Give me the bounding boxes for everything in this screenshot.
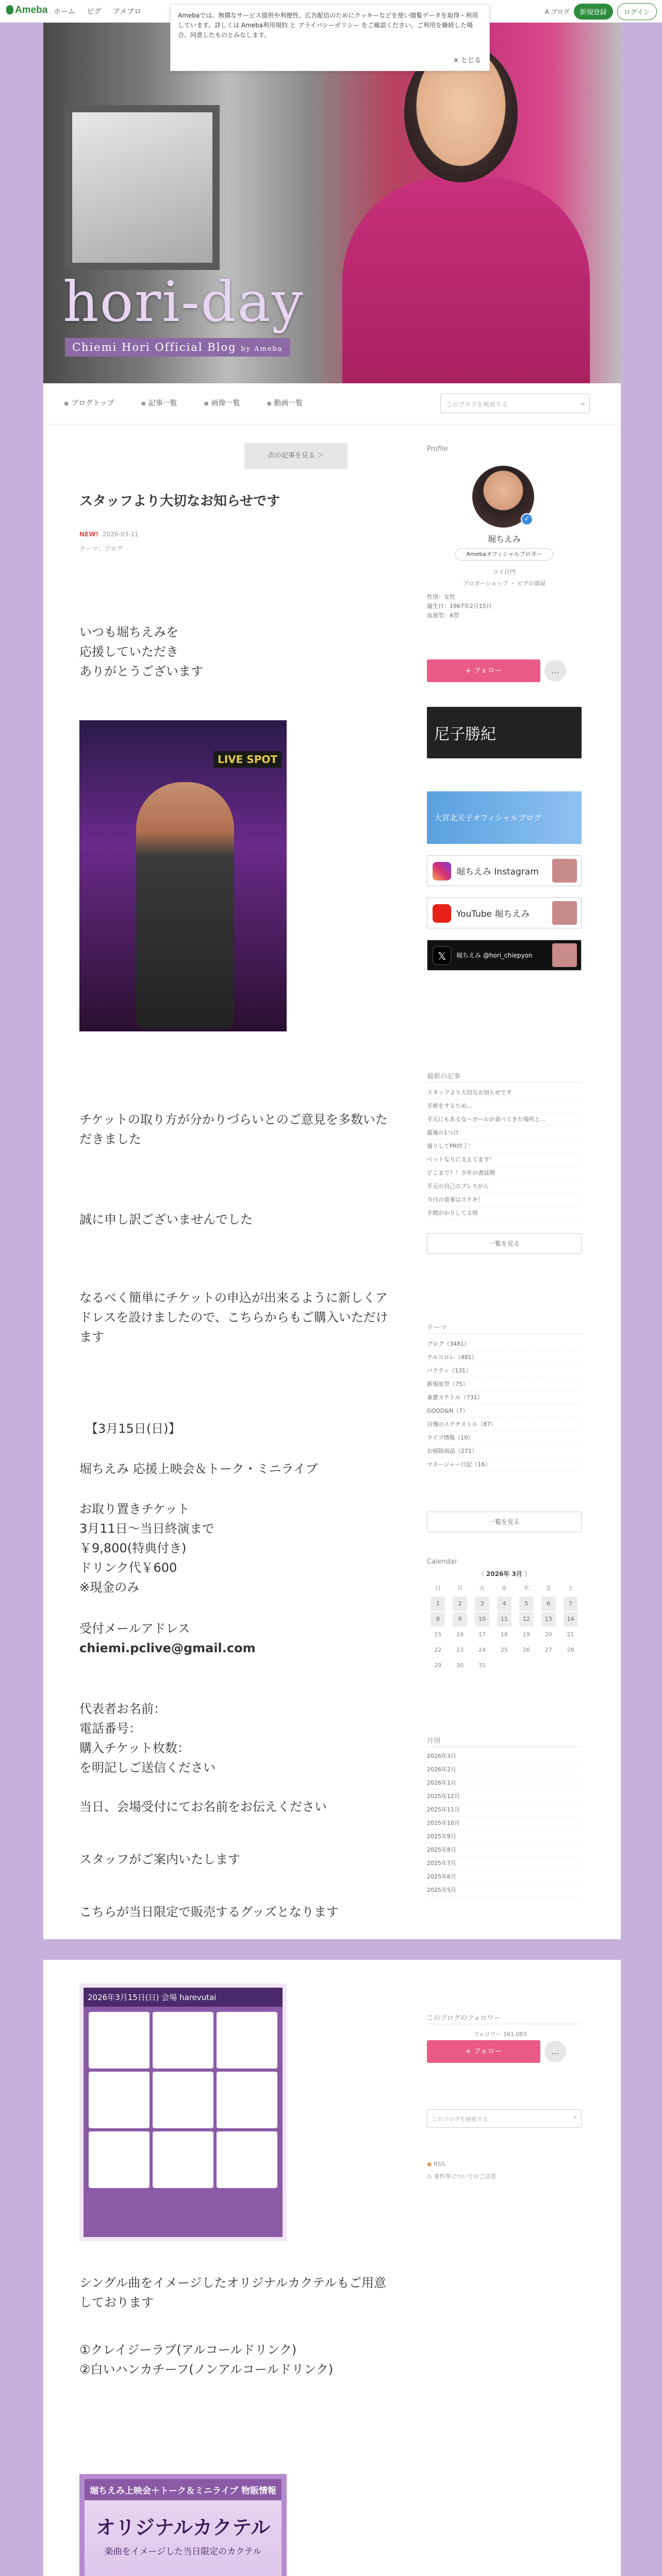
search-icon[interactable]: ⌕ bbox=[581, 399, 585, 408]
list-item[interactable]: 2025年9月 bbox=[427, 1830, 582, 1843]
calendar bbox=[427, 1569, 582, 1673]
calendar-day: 18 bbox=[500, 1631, 508, 1638]
banner-instagram[interactable]: 堀ちえみ Instagram bbox=[427, 855, 582, 886]
verified-icon: ✓ bbox=[521, 513, 533, 526]
paragraph-greeting: いつも堀ちえみを 応援していただき ありがとうございます bbox=[79, 625, 203, 679]
list-item[interactable]: 2026年3月 bbox=[427, 1750, 582, 1763]
main-content bbox=[43, 425, 621, 2576]
list-item[interactable]: 手術をするため... bbox=[427, 1099, 582, 1113]
calendar-week bbox=[427, 1658, 582, 1673]
calendar-day[interactable]: 11 bbox=[497, 1612, 511, 1626]
paragraph-goods: こちらが当日限定で販売するグッズとなります bbox=[79, 1905, 339, 1919]
calendar-day[interactable]: 10 bbox=[475, 1612, 489, 1626]
calendar-day: 29 bbox=[434, 1662, 442, 1669]
banner-youtube[interactable]: YouTube 堀ちえみ bbox=[427, 897, 582, 928]
calendar-week bbox=[427, 1627, 582, 1642]
archive-list bbox=[427, 1750, 582, 1897]
blog-title: hori-day bbox=[63, 270, 304, 334]
calendar-day[interactable]: 13 bbox=[541, 1612, 556, 1626]
calendar-day: 28 bbox=[567, 1647, 574, 1653]
calendar-week bbox=[427, 1642, 582, 1658]
calendar-day: 22 bbox=[434, 1647, 442, 1653]
header-window-graphic bbox=[65, 105, 220, 270]
live-spot-sign: LIVE SPOT bbox=[213, 751, 282, 768]
list-item[interactable]: 2025年10月 bbox=[427, 1817, 582, 1830]
paragraph-staff: スタッフがご案内いたします bbox=[79, 1852, 240, 1867]
calendar-day: 15 bbox=[434, 1631, 442, 1638]
more-menu-icon[interactable]: … bbox=[544, 2041, 566, 2062]
profile-links-2[interactable]: プロガーショップ ・ ピグの部屋 bbox=[462, 580, 546, 587]
nav-blog-top[interactable]: ▪ ブログトップ bbox=[64, 398, 114, 408]
event-name: 堀ちえみ 応援上映会＆トーク・ミニライブ bbox=[79, 1462, 318, 1476]
followers-count: フォロワー 161,083 bbox=[473, 2031, 527, 2038]
x-icon: 𝕏 bbox=[433, 946, 451, 965]
paragraph-apology: 誠に申し訳ございませんでした bbox=[79, 1212, 253, 1227]
ameba-logo[interactable]: Ameba bbox=[6, 5, 47, 16]
calendar-day[interactable]: 3 bbox=[475, 1597, 489, 1611]
calendar-day[interactable]: 7 bbox=[564, 1597, 578, 1611]
blog-nav bbox=[43, 383, 621, 425]
profile-name[interactable]: 堀ちえみ bbox=[487, 534, 521, 544]
article-theme[interactable]: テーマ：ブログ bbox=[79, 545, 123, 552]
follow-row-2 bbox=[427, 2040, 566, 2063]
calendar-weekdays: 日 月 火 水 木 金 土 bbox=[435, 1585, 574, 1591]
calendar-day: 19 bbox=[522, 1631, 530, 1638]
list-item[interactable]: 2025年11月 bbox=[427, 1803, 582, 1817]
nav-pigg[interactable]: ピグ bbox=[87, 8, 102, 16]
rss-link[interactable]: ◉ RSS bbox=[427, 2161, 445, 2167]
report-link[interactable]: ⚠ 事件等についてのご注意 bbox=[427, 2173, 496, 2180]
profile-heading: Profile bbox=[427, 445, 448, 453]
list-item[interactable]: ペットなりに支えてます！ bbox=[427, 1153, 582, 1166]
event-date: 【3月15日(日)】 bbox=[86, 1421, 181, 1436]
calendar-month: 2026年 3月 bbox=[486, 1570, 522, 1578]
section-separator bbox=[43, 1939, 621, 1960]
header-portrait-body bbox=[342, 177, 590, 383]
nav-ameblo[interactable]: アメブロ bbox=[112, 8, 142, 16]
calendar-day: 21 bbox=[567, 1631, 574, 1638]
list-item[interactable]: 手元にもある女ーガールが食べてきた場所と... bbox=[427, 1113, 582, 1126]
list-item[interactable]: 2025年8月 bbox=[427, 1843, 582, 1857]
list-item[interactable]: どこまで？！少年の書誌期 bbox=[427, 1166, 582, 1180]
blog-header[interactable] bbox=[43, 23, 621, 383]
list-item[interactable]: 盛りしてPR終了！ bbox=[427, 1140, 582, 1153]
official-badge: Amebaオフィシャルブロガー bbox=[455, 548, 553, 561]
calendar-day: 30 bbox=[456, 1662, 464, 1669]
calendar-day[interactable]: 1 bbox=[431, 1597, 445, 1611]
follow-button-2[interactable]: + フォロー bbox=[427, 2040, 540, 2063]
ticket-info: お取り置きチケット 3月11日〜当日終演まで ￥9,800(特典付き) ドリンク代￥600 ※現金のみ bbox=[79, 1502, 214, 1595]
nav-image-list[interactable]: ▪ 画像一覧 bbox=[204, 398, 240, 408]
list-item[interactable]: ブログ（3481） bbox=[427, 1337, 582, 1351]
calendar-week bbox=[427, 1612, 582, 1627]
recent-more-button[interactable]: 一覧を見る bbox=[427, 1233, 582, 1254]
cocktail-image[interactable]: 堀ちえみ上映会＋トーク＆ミニライブ 物販情報 オリジナルカクテル 楽曲をイメージした当日限定のカクテル bbox=[79, 2474, 287, 2576]
archive-heading: 月別 bbox=[427, 1737, 441, 1745]
list-item[interactable]: 最後の1つけ bbox=[427, 1126, 582, 1140]
avatar[interactable] bbox=[472, 466, 534, 528]
cookie-notice bbox=[170, 4, 490, 71]
calendar-day: 16 bbox=[456, 1631, 464, 1638]
theme-list bbox=[427, 1337, 582, 1471]
calendar-day: 17 bbox=[478, 1631, 486, 1638]
list-item[interactable]: 手間がかりしてる時 bbox=[427, 1207, 582, 1220]
calendar-day: 24 bbox=[478, 1647, 486, 1653]
instagram-icon bbox=[433, 862, 451, 880]
followers-heading: このブログのフォロワー bbox=[427, 2014, 501, 2022]
youtube-icon bbox=[433, 904, 451, 923]
follow-row bbox=[427, 659, 566, 682]
calendar-day: 27 bbox=[544, 1647, 552, 1653]
blog-search-input-2[interactable]: このブログを検索する ⌕ bbox=[427, 2109, 582, 2128]
nav-home[interactable]: ホーム bbox=[54, 8, 75, 16]
recent-list bbox=[427, 1086, 582, 1220]
rss-icon: ◉ bbox=[427, 2161, 434, 2167]
calendar-day[interactable]: 14 bbox=[564, 1612, 578, 1626]
recent-heading: 最新の記事 bbox=[427, 1073, 461, 1080]
calendar-day: 26 bbox=[522, 1647, 530, 1653]
list-item[interactable]: 新規皿型（75） bbox=[427, 1378, 582, 1391]
list-item[interactable]: 2025年5月 bbox=[427, 1884, 582, 1897]
next-entry-button[interactable]: 次の記事を見る ＞ bbox=[244, 443, 347, 469]
list-item[interactable]: ライブ情報（10） bbox=[427, 1431, 582, 1445]
signup-button[interactable]: 新規登録 bbox=[574, 4, 613, 20]
paragraph-feedback: チケットの取り方が分かりづらいとのご意見を多数いた だきました bbox=[79, 1112, 388, 1146]
calendar-heading: Calendar bbox=[427, 1558, 457, 1566]
calendar-day[interactable]: 4 bbox=[497, 1597, 511, 1611]
profile-info: 性別：女性 誕生日：1967年2月15日 血液型：A型 bbox=[427, 594, 492, 619]
calendar-day: 31 bbox=[478, 1662, 486, 1669]
theme-heading: テーマ bbox=[427, 1324, 448, 1332]
list-item[interactable]: 2026年2月 bbox=[427, 1763, 582, 1776]
profile-links-1[interactable]: ツイ日門 bbox=[493, 569, 516, 575]
calendar-day: 25 bbox=[500, 1647, 508, 1653]
follow-button[interactable]: + フォロー bbox=[427, 659, 540, 682]
banner-official-blog[interactable]: 大宮北天子オフィシャルブログ bbox=[427, 791, 582, 844]
list-item[interactable]: 2026年1月 bbox=[427, 1776, 582, 1790]
calendar-day[interactable]: 6 bbox=[541, 1597, 556, 1611]
list-item[interactable]: スタッフより大切なお知らせです bbox=[427, 1086, 582, 1099]
blog-link[interactable]: A ブログ bbox=[544, 8, 570, 15]
blog-subtitle: Chiemi Hori Official Blog by Ameba bbox=[65, 338, 290, 357]
banner-amako[interactable]: 尼子勝紀 bbox=[427, 707, 582, 758]
paragraph-reception: 当日、会場受付にてお名前をお伝えください bbox=[79, 1800, 327, 1814]
form-instructions: 代表者お名前： 電話番号： 購入チケット枚数： を明記しご送信ください bbox=[79, 1702, 216, 1775]
singer-figure bbox=[136, 782, 234, 1029]
list-item[interactable]: 東蒙ステトル（731） bbox=[427, 1391, 582, 1404]
article-title: スタッフより大切なお知らせです bbox=[79, 494, 280, 509]
calendar-day[interactable]: 9 bbox=[453, 1612, 467, 1626]
nav-video-list[interactable]: ▪ 動画一覧 bbox=[267, 398, 303, 408]
mail-address[interactable]: chiemi.pclive@gmail.com bbox=[79, 1641, 256, 1655]
topbar-nav bbox=[54, 6, 151, 16]
calendar-next-icon[interactable]: 〉 bbox=[522, 1570, 531, 1578]
article-meta: NEW! 2026-03-11 bbox=[79, 531, 139, 538]
paragraph-cocktail: シングル曲をイメージしたオリジナルカクテルもご用意 しております bbox=[79, 2276, 387, 2310]
calendar-week bbox=[427, 1596, 582, 1612]
concert-photo[interactable] bbox=[79, 720, 287, 1031]
paragraph-new-address: なるべく簡単にチケットの申込が出来るように新しくア ドレスを設けましたので、こちらからもご購入いただけ ます bbox=[79, 1291, 388, 1344]
mail-block: 受付メールアドレス chiemi.pclive@gmail.com bbox=[79, 1619, 409, 1658]
cookie-text: Amebaでは、無償なサービス提供や利便性、広告配信のためにクッキーなどを使い閲覧データを取得・利用しています。詳しくは Ameba利用規約 と プライバシーポリシー をご確認ください。ご利用を継続した場合、同意したものとみなします。 bbox=[178, 12, 478, 39]
list-item[interactable]: 今日の食事はステキ！ bbox=[427, 1193, 582, 1207]
blog-search-input[interactable]: このブログを検索する ⌕ bbox=[440, 394, 590, 413]
list-item[interactable]: テルコロレ（481） bbox=[427, 1351, 582, 1364]
calendar-day[interactable]: 12 bbox=[519, 1612, 534, 1626]
list-item[interactable]: バクティ（131） bbox=[427, 1364, 582, 1378]
list-item[interactable]: 2025年6月 bbox=[427, 1870, 582, 1884]
cocktail-list: ①クレイジーラブ(アルコールドリンク) ②白いハンカチーフ(ノンアルコールドリンク) bbox=[79, 2343, 334, 2377]
calendar-day[interactable]: 5 bbox=[519, 1597, 534, 1611]
list-item[interactable]: GOOD&N（7） bbox=[427, 1404, 582, 1418]
warning-icon: ⚠ bbox=[427, 2173, 434, 2180]
list-item[interactable]: お掃除商品（271） bbox=[427, 1445, 582, 1458]
calendar-day: 20 bbox=[544, 1631, 552, 1638]
list-item[interactable]: 自慢のステチストル（87） bbox=[427, 1418, 582, 1431]
list-item[interactable]: 2025年7月 bbox=[427, 1857, 582, 1870]
banner-x[interactable]: 𝕏 堀ちえみ @hori_chiepyon bbox=[427, 940, 582, 971]
list-item[interactable]: 手元の自己のプレスがら bbox=[427, 1180, 582, 1193]
theme-more-button[interactable]: 一覧を見る bbox=[427, 1512, 582, 1532]
flyer-header: 2026年3月15日(日) 会場 harevutai bbox=[84, 1988, 283, 2007]
calendar-prev-icon[interactable]: 〈 bbox=[478, 1570, 487, 1578]
calendar-day[interactable]: 8 bbox=[431, 1612, 445, 1626]
cookie-close-button[interactable]: × とじる bbox=[453, 57, 481, 64]
list-item[interactable]: マネージャー日記（16） bbox=[427, 1458, 582, 1471]
nav-entry-list[interactable]: ▪ 記事一覧 bbox=[141, 398, 177, 408]
list-item[interactable]: 2025年12月 bbox=[427, 1790, 582, 1803]
goods-flyer-image[interactable] bbox=[79, 1984, 287, 2241]
calendar-day[interactable]: 2 bbox=[453, 1597, 467, 1611]
more-menu-icon[interactable]: … bbox=[544, 660, 566, 682]
login-button[interactable]: ログイン bbox=[617, 3, 657, 20]
search-icon[interactable]: ⌕ bbox=[573, 2114, 577, 2121]
calendar-day: 23 bbox=[456, 1647, 464, 1653]
